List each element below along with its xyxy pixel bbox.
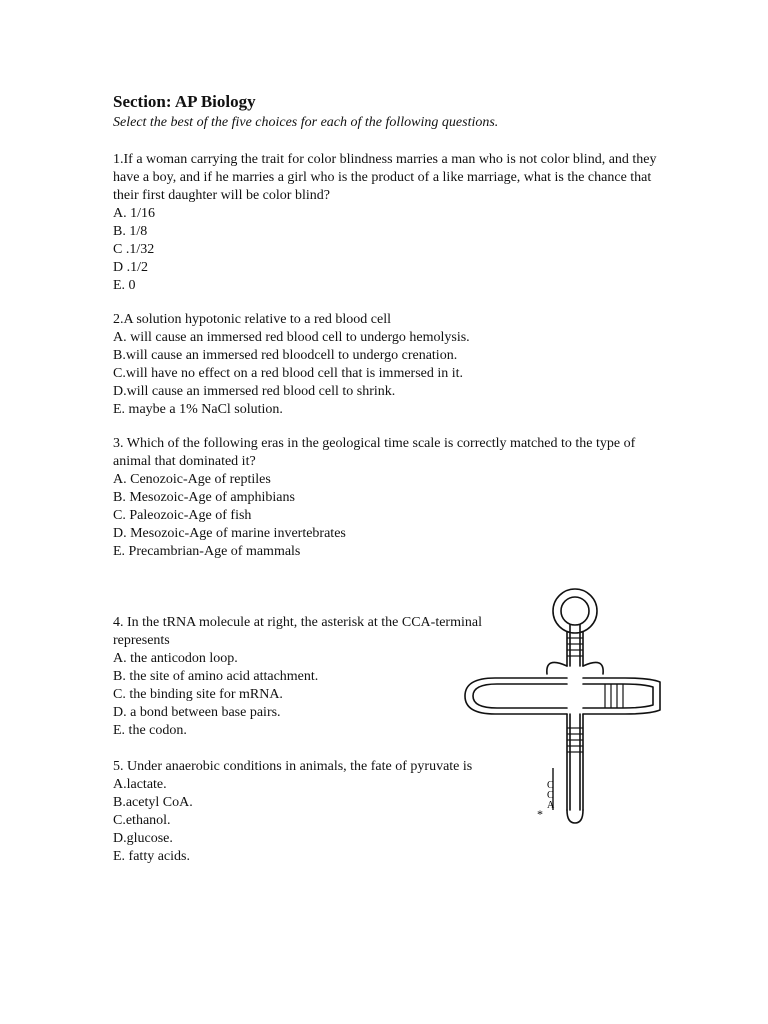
answer-option: B. the site of amino acid attachment.: [113, 669, 319, 684]
question-stem: 2.A solution hypotonic relative to a red blood cell: [113, 312, 391, 327]
instructions: Select the best of the five choices for each of the following questions.: [113, 115, 499, 130]
terminal-letter: A: [547, 800, 555, 811]
answer-option: A.lactate.: [113, 777, 167, 792]
top-loop: [553, 589, 597, 633]
top-stem-inner: [570, 625, 580, 666]
answer-option: C.ethanol.: [113, 813, 171, 828]
answer-option: E. fatty acids.: [113, 849, 190, 864]
base-pair-rungs: [567, 638, 623, 752]
right-arm-inner: [583, 684, 653, 708]
answer-option: D. a bond between base pairs.: [113, 705, 281, 720]
answer-option: D .1/2: [113, 260, 148, 275]
answer-option: E. 0: [113, 278, 136, 293]
answer-option: A. the anticodon loop.: [113, 651, 238, 666]
answer-option: C. the binding site for mRNA.: [113, 687, 283, 702]
answer-option: B.acetyl CoA.: [113, 795, 193, 810]
left-arm-inner: [473, 684, 567, 708]
terminal-letter: C: [547, 780, 554, 791]
answer-option: D. Mesozoic-Age of marine invertebrates: [113, 526, 346, 541]
trna-cloverleaf-diagram: [455, 578, 715, 828]
question-stem: 3. Which of the following eras in the geological time scale is correctly matched to the type of animal that dominated it?: [113, 436, 636, 469]
section-title: Section: AP Biology: [113, 92, 256, 111]
answer-option: B.will cause an immersed red bloodcell to undergo crenation.: [113, 348, 458, 363]
answer-option: E. Precambrian-Age of mammals: [113, 544, 301, 559]
variable-loop: [547, 662, 603, 674]
asterisk-marker: *: [537, 807, 543, 821]
terminal-letter: C: [547, 790, 554, 801]
question-stem: 1.If a woman carrying the trait for color blindness marries a man who is not color blind, and they have a boy, and if he marries a girl who is the product of a like marriage, what is the chance that their first daughter will be color blind?: [113, 152, 657, 203]
answer-option: A. Cenozoic-Age of reptiles: [113, 472, 271, 487]
answer-option: C.will have no effect on a red blood cell that is immersed in it.: [113, 366, 464, 381]
answer-option: B. 1/8: [113, 224, 148, 239]
question-stem: 5. Under anaerobic conditions in animals, the fate of pyruvate is: [113, 759, 473, 774]
question-3: [113, 435, 673, 561]
question-stem: 4. In the tRNA molecule at right, the asterisk at the CCA-terminal represents: [113, 615, 482, 648]
question-2: [113, 311, 673, 419]
answer-option: A. will cause an immersed red blood cell to undergo hemolysis.: [113, 330, 470, 345]
answer-option: C .1/32: [113, 242, 155, 257]
answer-option: D.will cause an immersed red blood cell to shrink.: [113, 384, 396, 399]
top-loop-inner: [561, 597, 589, 625]
answer-option: E. maybe a 1% NaCl solution.: [113, 402, 283, 417]
trna-outline: [465, 589, 660, 823]
answer-option: D.glucose.: [113, 831, 173, 846]
answer-option: B. Mesozoic-Age of amphibians: [113, 490, 295, 505]
answer-option: C. Paleozoic-Age of fish: [113, 508, 252, 523]
answer-option: A. 1/16: [113, 206, 155, 221]
anticodon-loop: [567, 810, 583, 823]
question-1: [113, 151, 673, 295]
answer-option: E. the codon.: [113, 723, 187, 738]
